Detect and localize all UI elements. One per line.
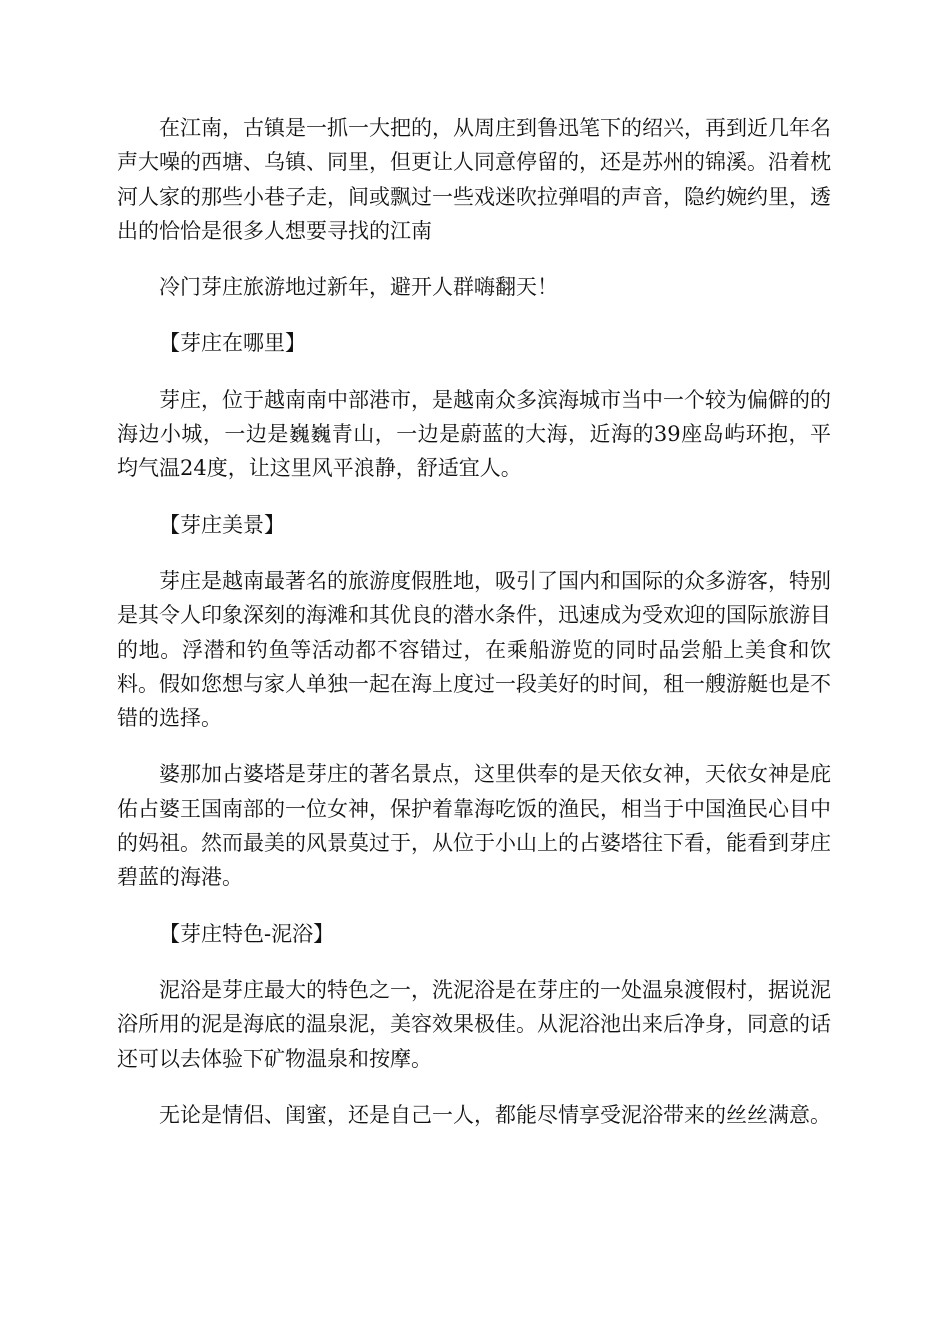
tower-paragraph: 婆那加占婆塔是芽庄的著名景点，这里供奉的是天依女神，天依女神是庇佑占婆王国南部的一位女神，保护着靠海吃饭的渔民，相当于中国渔民心目中的妈祖。然而最美的风景莫过于，从位于小山上的占婆塔往下看，能看到芽庄碧蓝的海港。 — [117, 762, 831, 890]
headline-paragraph: 冷门芽庄旅游地过新年，避开人群嗨翻天！ — [159, 275, 558, 300]
mud-bath-paragraph: 泥浴是芽庄最大的特色之一，洗泥浴是在芽庄的一处温泉渡假村，据说泥浴所用的泥是海底的温泉泥，美容效果极佳。从泥浴池出来后净身，同意的话还可以去体验下矿物温泉和按摩。 — [117, 977, 831, 1071]
section-heading-mud-bath: 【芽庄特色-泥浴】 — [159, 921, 335, 946]
section-heading-scenery: 【芽庄美景】 — [159, 512, 285, 537]
location-paragraph: 芽庄，位于越南南中部港市，是越南众多滨海城市当中一个较为偏僻的的海边小城，一边是巍巍青山，一边是蔚蓝的大海，近海的39座岛屿环抱，平均气温24度，让这里风平浪静，舒适宜人。 — [117, 387, 831, 481]
scenery-paragraph: 芽庄是越南最著名的旅游度假胜地，吸引了国内和国际的众多游客，特别是其令人印象深刻的海滩和其优良的潜水条件，迅速成为受欢迎的国际旅游目的地。浮潜和钓鱼等活动都不容错过，在乘船游览的同时品尝船上美食和饮料。假如您想与家人单独一起在海上度过一段美好的时间，租一艘游艇也是不错的选择。 — [117, 568, 831, 731]
section-heading-location: 【芽庄在哪里】 — [159, 331, 306, 356]
closing-paragraph: 无论是情侣、闺蜜，还是自己一人，都能尽情享受泥浴带来的丝丝满意。 — [159, 1102, 831, 1127]
document-body — [117, 111, 831, 1154]
intro-paragraph: 在江南，古镇是一抓一大把的，从周庄到鲁迅笔下的绍兴，再到近几年名声大噪的西塘、乌镇、同里，但更让人同意停留的，还是苏州的锦溪。沿着枕河人家的那些小巷子走，间或飘过一些戏迷吹拉弹唱的声音，隐约婉约里，透出的恰恰是很多人想要寻找的江南 — [117, 116, 831, 243]
